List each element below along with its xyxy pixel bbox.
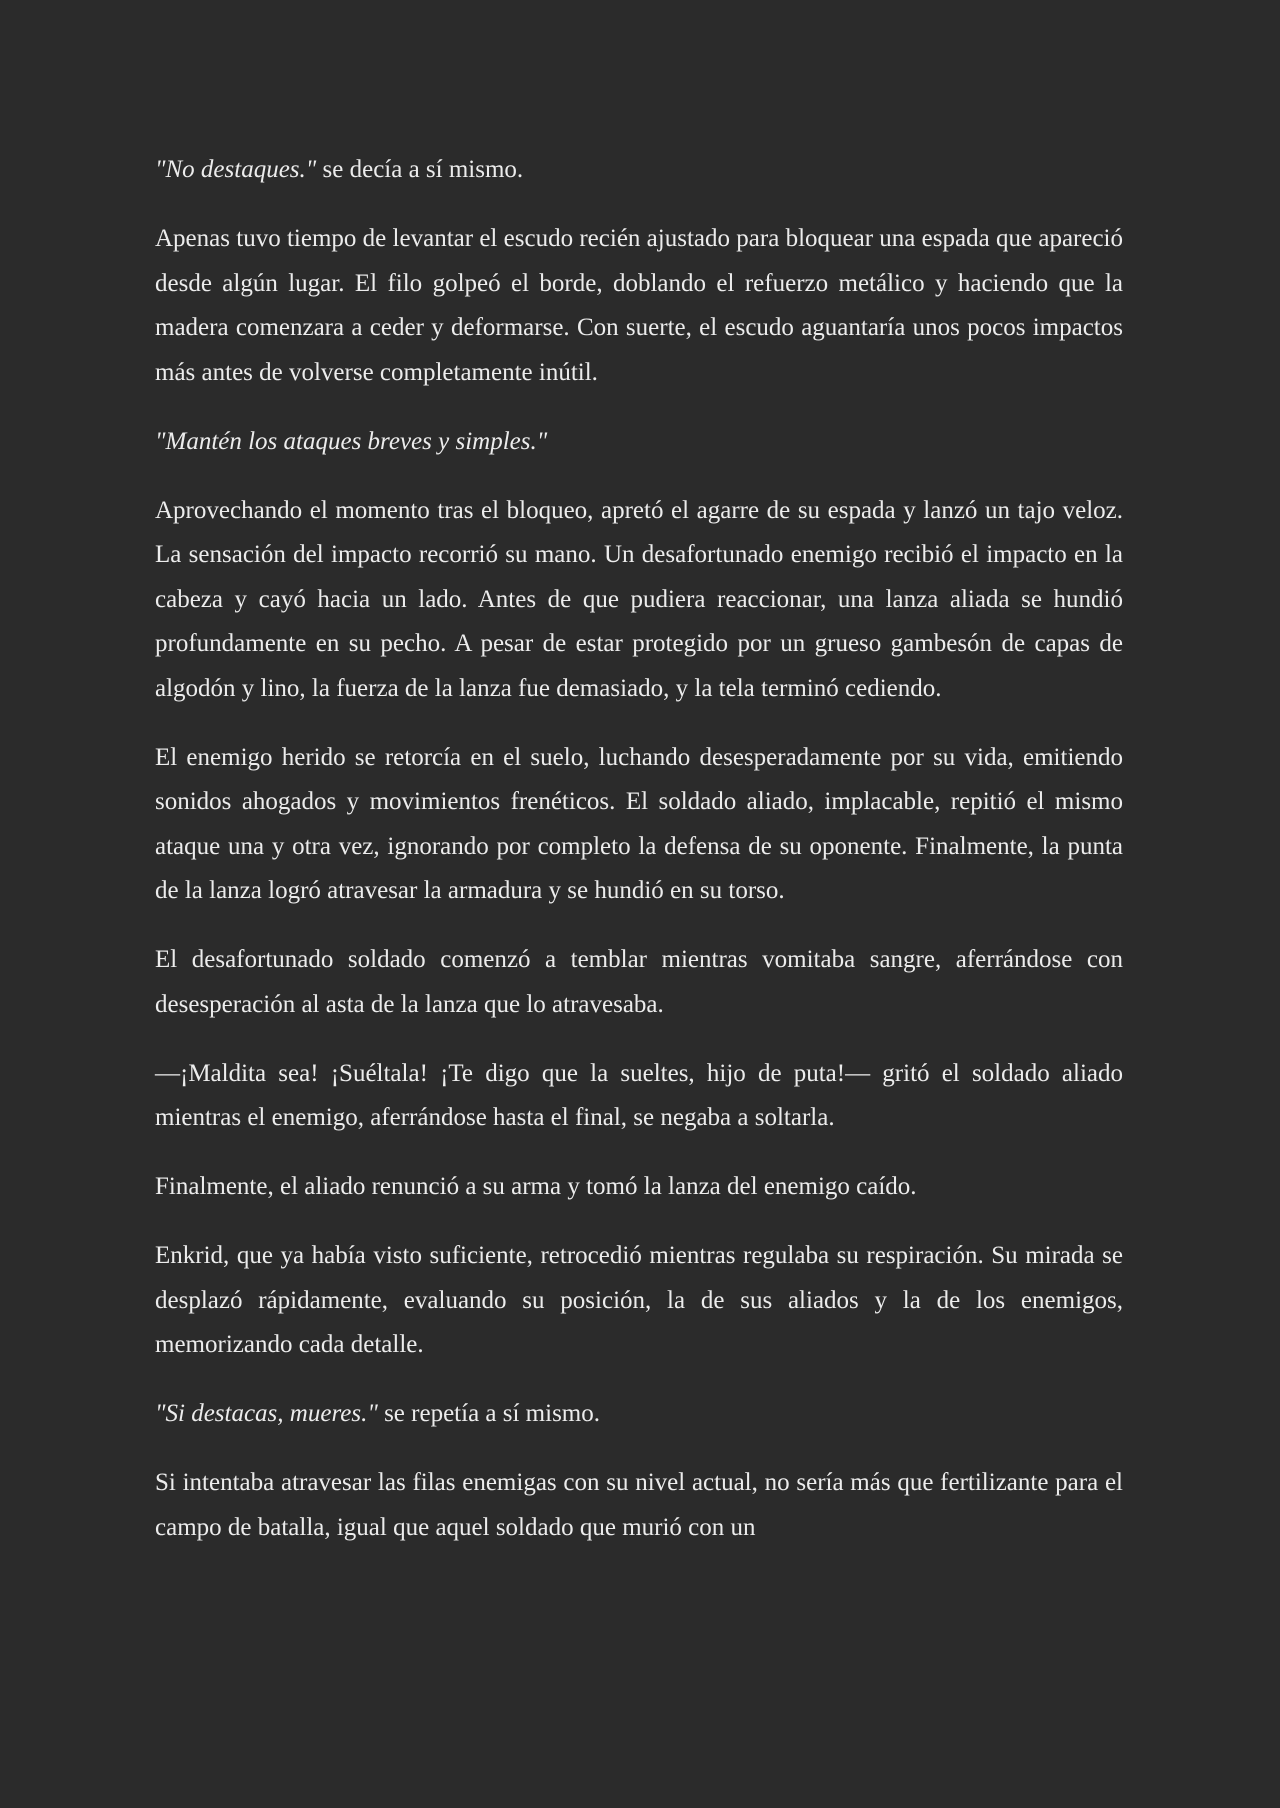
paragraph-text: se decía a sí mismo. bbox=[316, 156, 524, 183]
paragraph: El enemigo herido se retorcía en el suelo, luchando desesperadamente por su vida, emitiendo sonidos ahogados y movimientos frenéticos. El soldado aliado, implacable, repitió el mismo ataque una y otra vez, ignorando por completo la defensa de su oponente. Finalmente, la punta de la lanza logró atravesar la armadura y se hundió en su torso. bbox=[155, 743, 1123, 904]
paragraph: Si intentaba atravesar las filas enemigas con su nivel actual, no sería más que fertilizante para el campo de batalla, igual que aquel soldado que murió con un bbox=[155, 1469, 1123, 1541]
inner-thought: "Mantén los ataques breves y simples." bbox=[155, 427, 548, 455]
dialogue-paragraph: —¡Maldita sea! ¡Suéltala! ¡Te digo que la sueltes, hijo de puta!— gritó el soldado aliado mientras el enemigo, aferrándose hasta el final, se negaba a soltarla. bbox=[155, 1059, 1123, 1131]
paragraph: El desafortunado soldado comenzó a temblar mientras vomitaba sangre, aferrándose con desesperación al asta de la lanza que lo atravesaba. bbox=[155, 946, 1123, 1018]
paragraph: Enkrid, que ya había visto suficiente, retrocedió mientras regulaba su respiración. Su mirada se desplazó rápidamente, evaluando su posición, la de sus aliados y la de los enemigos, memorizando cada detalle. bbox=[155, 1242, 1123, 1358]
paragraph: Apenas tuvo tiempo de levantar el escudo recién ajustado para bloquear una espada que apareció desde algún lugar. El filo golpeó el borde, doblando el refuerzo metálico y haciendo que la madera comenzara a ceder y deformarse. Con suerte, el escudo aguantaría unos pocos impactos más antes de volverse completamente inútil. bbox=[155, 225, 1123, 386]
reading-page bbox=[155, 148, 1123, 1575]
paragraph-text: se repetía a sí mismo. bbox=[377, 1400, 600, 1427]
inner-thought: "No destaques." bbox=[155, 156, 317, 183]
paragraph bbox=[155, 420, 1123, 465]
paragraph: Aprovechando el momento tras el bloqueo, apretó el agarre de su espada y lanzó un tajo veloz. La sensación del impacto recorrió su mano. Un desafortunado enemigo recibió el impacto en la cabeza y cayó hacia un lado. Antes de que pudiera reaccionar, una lanza aliada se hundió profundamente en su pecho. A pesar de estar protegido por un grueso gambesón de capas de algodón y lino, la fuerza de la lanza fue demasiado, y la tela terminó cediendo. bbox=[155, 496, 1123, 702]
inner-thought: "Si destacas, mueres." bbox=[155, 1400, 378, 1427]
paragraph bbox=[155, 1392, 1123, 1437]
paragraph: Finalmente, el aliado renunció a su arma y tomó la lanza del enemigo caído. bbox=[155, 1173, 917, 1200]
paragraph bbox=[155, 148, 1123, 193]
